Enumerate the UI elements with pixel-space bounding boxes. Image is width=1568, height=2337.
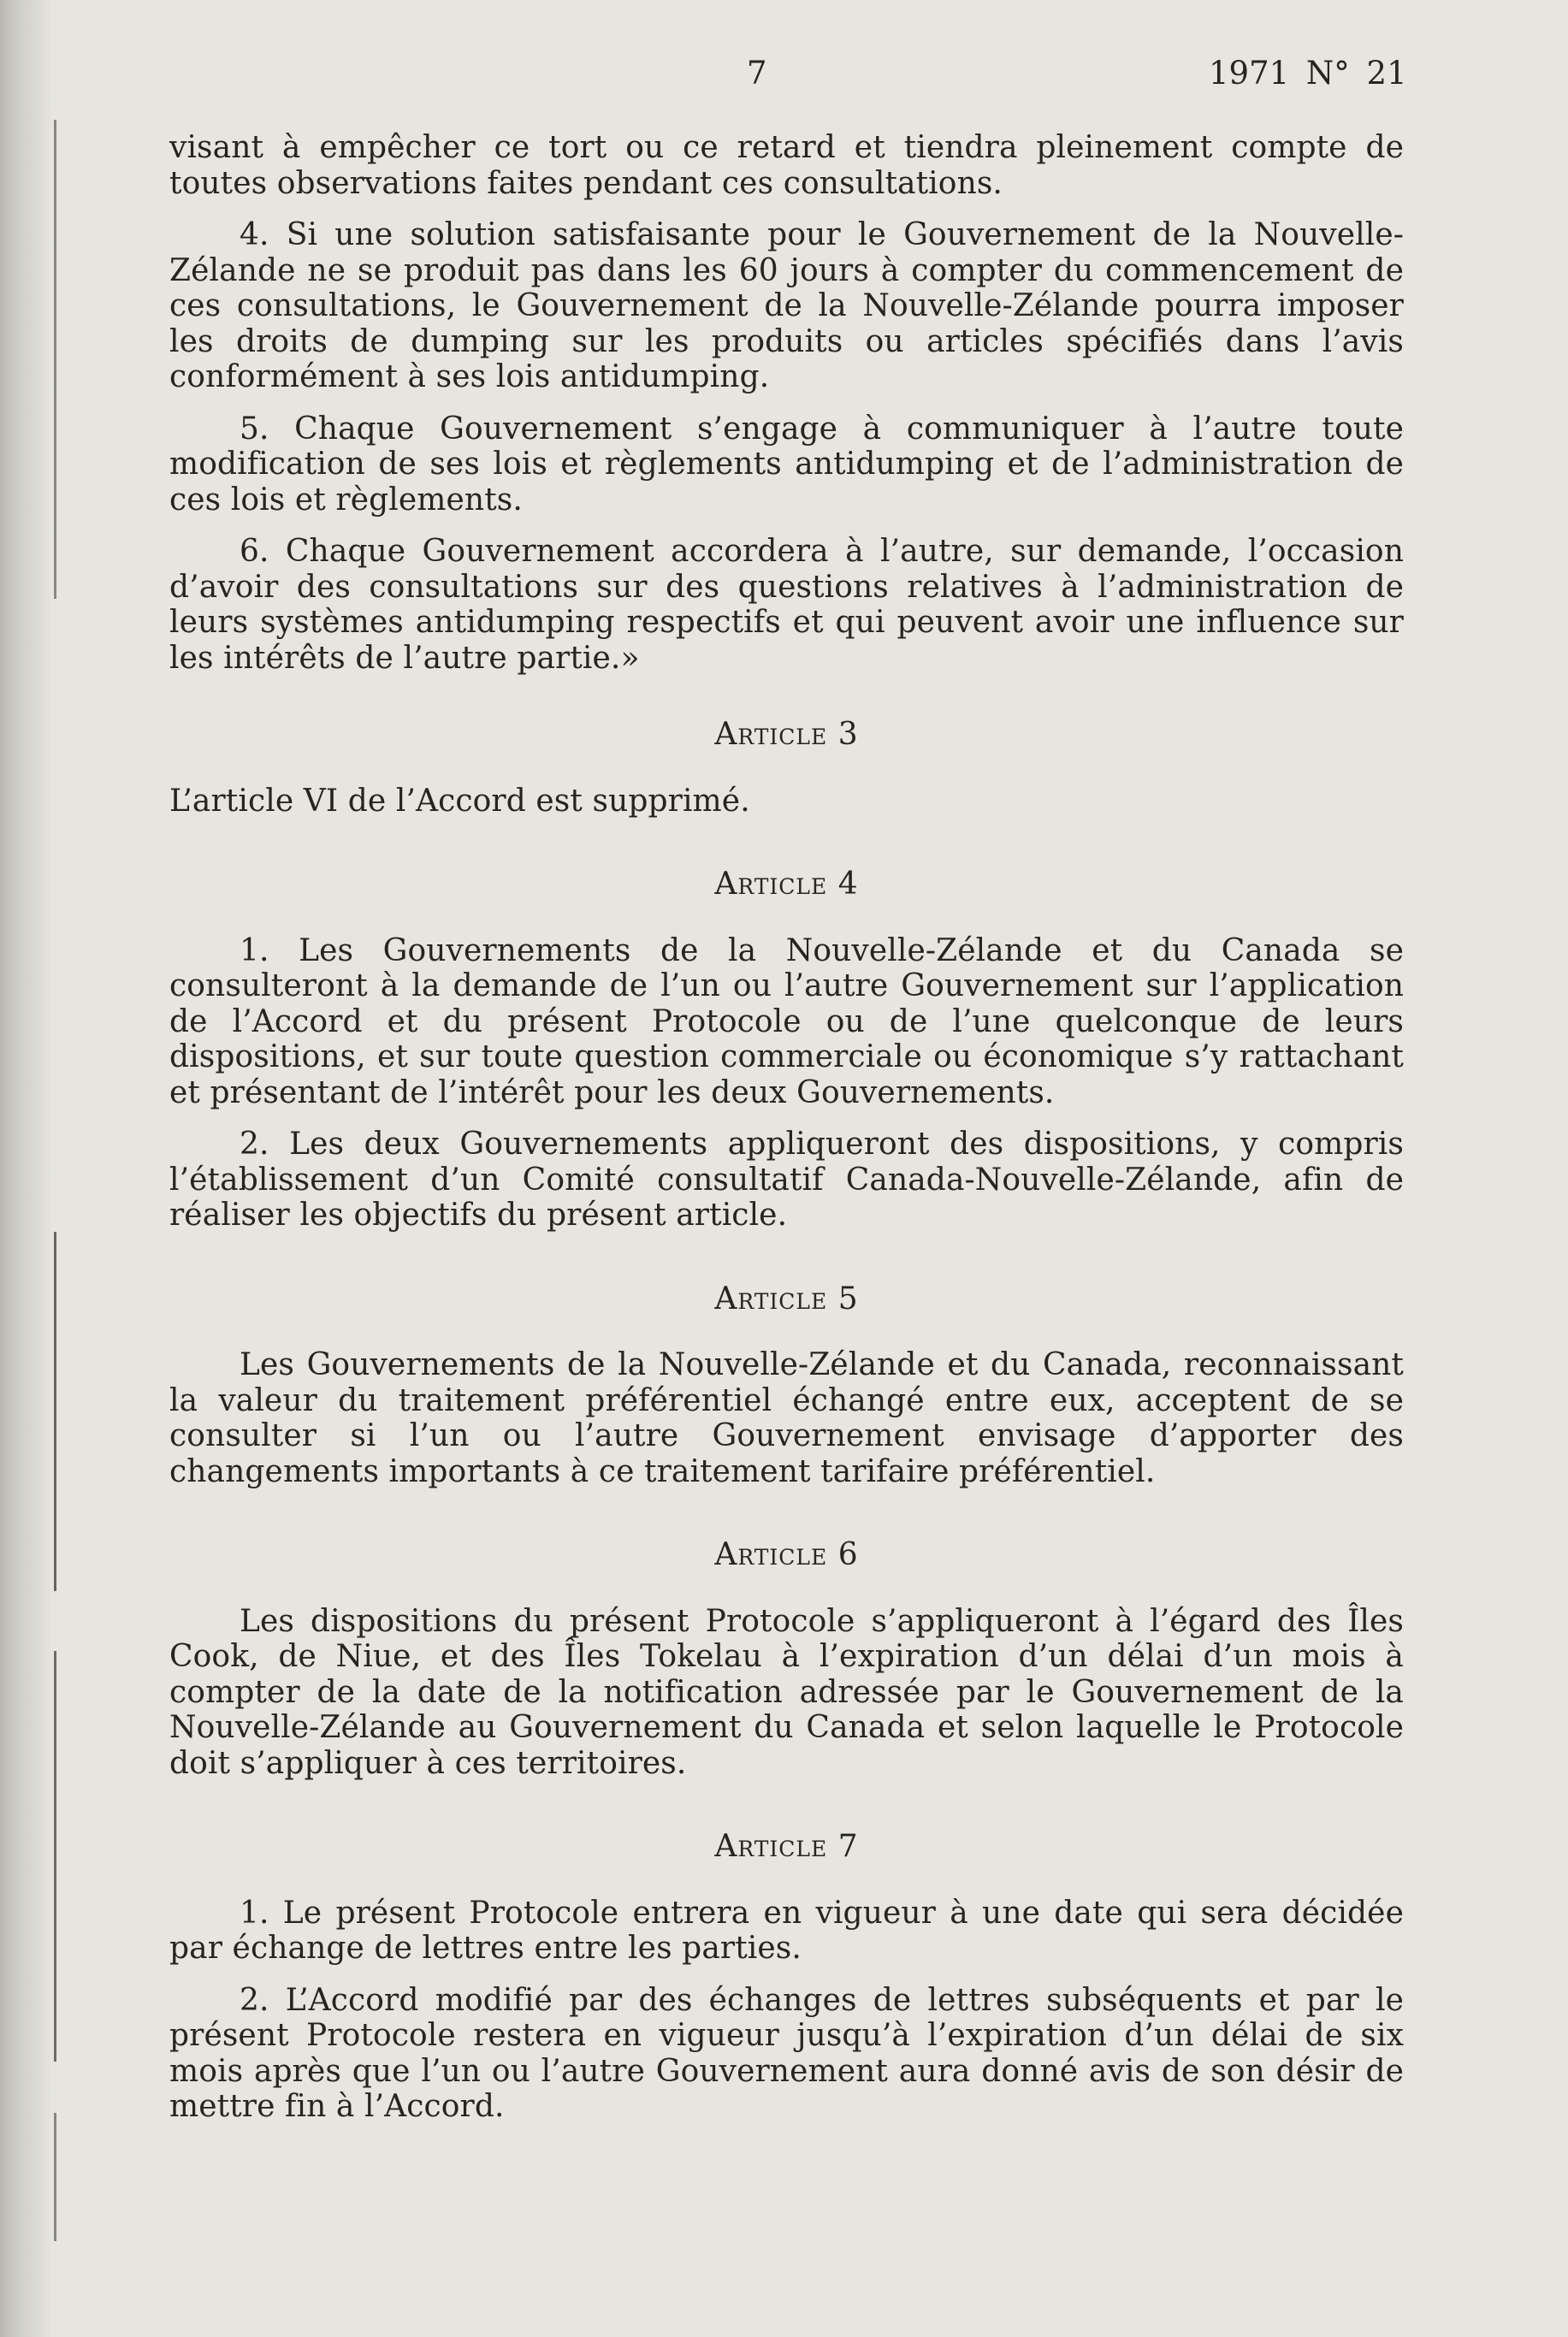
binding-shadow — [0, 0, 53, 2337]
binding-edge — [54, 2113, 56, 2241]
paragraph: 4. Si une solution satisfaisante pour le Gouvernement de la Nouvelle-Zélande ne se produit pas dans les 60 jours à compter du commencement de ces consultations, le Gouvernement de la Nouvelle-Zélande pourra imposer les droits de dumping sur les produits ou articles spécifiés dans l’avis conformément à ses lois antidumping. — [169, 217, 1404, 394]
article-heading: Article 7 — [714, 1829, 859, 1864]
publication-reference: 1971 N° 21 — [1209, 55, 1407, 92]
paragraph: 1. Le présent Protocole entrera en vigueur à une date qui sera décidée par échange de lettres entre les parties. — [169, 1895, 1404, 1966]
paragraph: L’article VI de l’Accord est supprimé. — [169, 783, 750, 819]
article-heading: Article 5 — [714, 1281, 859, 1316]
binding-edge — [54, 120, 56, 599]
page-number: 7 — [747, 55, 767, 92]
paragraph: 5. Chaque Gouvernement s’engage à communiquer à l’autre toute modification de ses lois et règlements antidumping et de l’administration de ces lois et règlements. — [169, 411, 1404, 518]
paragraph: 6. Chaque Gouvernement accordera à l’autre, sur demande, l’occasion d’avoir des consultations sur des questions relatives à l’administration de leurs systèmes antidumping respectifs et qui peuvent avoir une influence sur les intérêts de l’autre partie.» — [169, 534, 1404, 676]
paragraph: 1. Les Gouvernements de la Nouvelle-Zélande et du Canada se consulteront à la demande de l’un ou l’autre Gouvernement sur l’application de l’Accord et du présent Protocole ou de l’une quelconque de leurs dispositions, et sur toute question commerciale ou économique s’y rattachant et présentant de l’intérêt pour les deux Gouvernements. — [169, 932, 1404, 1110]
article-heading: Article 6 — [714, 1537, 859, 1572]
paragraph: 2. Les deux Gouvernements appliqueront des dispositions, y compris l’établissement d’un Comité consultatif Canada-Nouvelle-Zélande, afin de réaliser les objectifs du présent article. — [169, 1127, 1404, 1233]
page-header — [0, 55, 1568, 96]
article-heading: Article 3 — [714, 717, 859, 752]
paragraph: visant à empêcher ce tort ou ce retard et tiendra pleinement compte de toutes observations faites pendant ces consultations. — [169, 130, 1404, 201]
binding-edge — [54, 1232, 56, 1591]
article-heading: Article 4 — [714, 867, 859, 902]
paragraph: 2. L’Accord modifié par des échanges de lettres subséquents et par le présent Protocole restera en vigueur jusqu’à l’expiration d’un délai de six mois après que l’un ou l’autre Gouvernement aura donné avis de son désir de mettre fin à l’Accord. — [169, 1982, 1404, 2124]
binding-edge — [54, 1651, 56, 2062]
document-body — [169, 130, 1404, 2141]
paragraph: Les Gouvernements de la Nouvelle-Zélande et du Canada, reconnaissant la valeur du traitement préférentiel échangé entre eux, acceptent de se consulter si l’un ou l’autre Gouvernement envisage d’apporter des changements importants à ce traitement tarifaire préférentiel. — [169, 1347, 1404, 1489]
paragraph: Les dispositions du présent Protocole s’appliqueront à l’égard des Îles Cook, de Niue, et des Îles Tokelau à l’expiration d’un délai d’un mois à compter de la date de la notification adressée par le Gouvernement de la Nouvelle-Zélande au Gouvernement du Canada et selon laquelle le Protocole doit s’appliquer à ces territoires. — [169, 1603, 1404, 1781]
